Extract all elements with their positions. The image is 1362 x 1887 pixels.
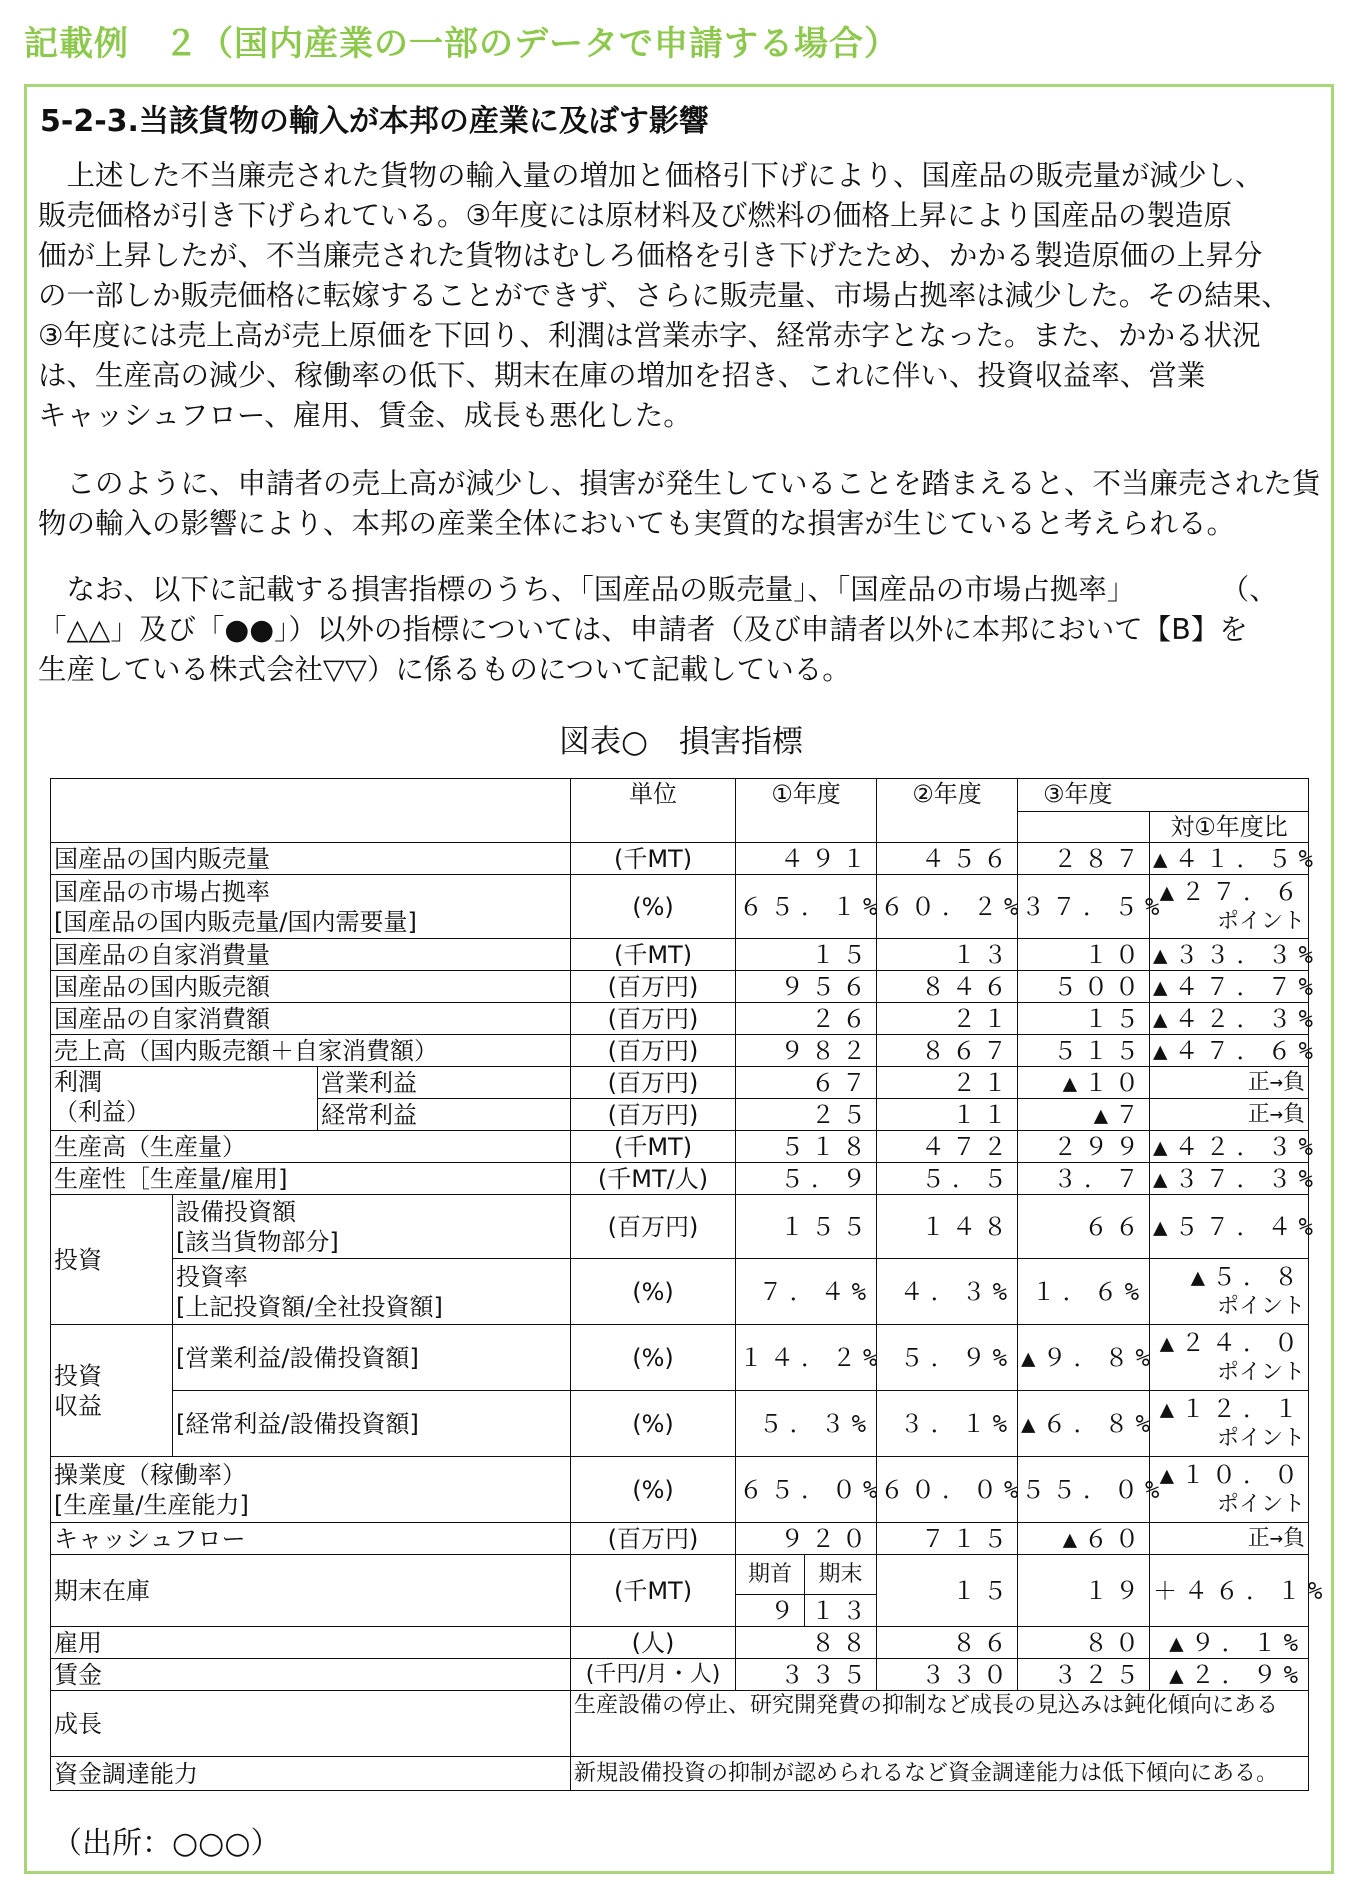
sub-label-line: [該当貨物部分] bbox=[176, 1227, 339, 1256]
value-cell: ３３５ bbox=[736, 1659, 877, 1691]
point-label: ポイント bbox=[1217, 1491, 1306, 1517]
table-row bbox=[51, 1391, 1309, 1457]
row-label-line: 国産品の市場占拠率 bbox=[54, 877, 270, 906]
table-row bbox=[51, 1757, 1309, 1791]
value-cell: ４．３% bbox=[877, 1259, 1018, 1325]
table-row bbox=[51, 1691, 1309, 1757]
value-cell: ９２０ bbox=[736, 1523, 877, 1555]
ratio-cell: ▲３３．３% bbox=[1150, 939, 1309, 971]
value-cell: ８４６ bbox=[877, 971, 1018, 1003]
row-label: 成長 bbox=[51, 1691, 571, 1757]
table-row bbox=[51, 1131, 1309, 1163]
row-label: 雇用 bbox=[51, 1627, 571, 1659]
value-cell: ５．３% bbox=[736, 1391, 877, 1457]
ratio-value: ▲２４．０ bbox=[1159, 1328, 1306, 1357]
value-cell: ７１５ bbox=[877, 1523, 1018, 1555]
ratio-cell: ▲４２．３% bbox=[1150, 1003, 1309, 1035]
sub-header: 期首 bbox=[736, 1555, 805, 1595]
unit-cell: (百万円) bbox=[571, 971, 736, 1003]
value-cell: ２６ bbox=[736, 1003, 877, 1035]
value-cell: ２１ bbox=[877, 1003, 1018, 1035]
sub-label: 経常利益 bbox=[318, 1099, 571, 1131]
example-header: 記載例 ２（国内産業の一部のデータで申請する場合） bbox=[24, 24, 899, 64]
value-cell: ３７．５% bbox=[1018, 875, 1150, 939]
table-row bbox=[51, 1325, 1309, 1391]
table-row bbox=[51, 1523, 1309, 1555]
value-cell: ９８２ bbox=[736, 1035, 877, 1067]
paragraph-line: ③年度には売上高が売上原価を下回り、利潤は営業赤字、経常赤字となった。また、かかる状況 bbox=[38, 319, 1261, 352]
unit-cell: (百万円) bbox=[571, 1523, 736, 1555]
table-row bbox=[51, 1035, 1309, 1067]
section-title: 5-2-3.当該貨物の輸入が本邦の産業に及ぼす影響 bbox=[40, 104, 709, 139]
paragraph-line: キャッシュフロー、雇用、賃金、成長も悪化した。 bbox=[38, 399, 692, 432]
header-blank bbox=[1018, 812, 1150, 843]
unit-cell: (百万円) bbox=[571, 1035, 736, 1067]
value-cell: ▲７ bbox=[1018, 1099, 1150, 1131]
row-label-line: 利潤 bbox=[54, 1068, 102, 1096]
paragraph-line: 物の輸入の影響により、本邦の産業全体においても実質的な損害が生じていると考えられる。 bbox=[38, 507, 1236, 540]
value-cell: ５１８ bbox=[736, 1131, 877, 1163]
paragraph-3 bbox=[38, 570, 1330, 690]
unit-cell: (人) bbox=[571, 1627, 736, 1659]
sub-label-line: 投資率 bbox=[176, 1262, 248, 1291]
table-row bbox=[51, 875, 1309, 939]
unit-cell: (千円/月・人) bbox=[571, 1659, 736, 1691]
row-label bbox=[51, 1325, 173, 1457]
row-label-line: （利益） bbox=[54, 1098, 150, 1126]
value-cell: １．６% bbox=[1018, 1259, 1150, 1325]
row-label: 国産品の国内販売額 bbox=[51, 971, 571, 1003]
header-ratio: 対①年度比 bbox=[1150, 812, 1309, 843]
point-label: ポイント bbox=[1217, 1359, 1306, 1385]
unit-cell: (千MT) bbox=[571, 1555, 736, 1627]
paragraph-line: の一部しか販売価格に転嫁することができず、さらに販売量、市場占拠率は減少した。その結果、 bbox=[38, 279, 1290, 312]
table-row bbox=[51, 1659, 1309, 1691]
value-cell: ▲１０ bbox=[1018, 1067, 1150, 1099]
paragraph-line: 生産している株式会社▽▽）に係るものについて記載している。 bbox=[38, 653, 851, 686]
paragraph-line: 価が上昇したが、不当廉売された貨物はむしろ価格を引き下げたため、かかる製造原価の上昇分 bbox=[38, 239, 1263, 272]
row-label-line: 投資 bbox=[54, 1361, 102, 1390]
ratio-cell: ▲４２．３% bbox=[1150, 1131, 1309, 1163]
value-cell: １０ bbox=[1018, 939, 1150, 971]
ratio-value: ▲１２．１ bbox=[1159, 1394, 1306, 1423]
ratio-cell: ▲２．９% bbox=[1150, 1659, 1309, 1691]
value-cell: ▲６．８% bbox=[1018, 1391, 1150, 1457]
paragraph-line: このように、申請者の売上高が減少し、損害が発生していることを踏まえると、不当廉売された貨 bbox=[38, 467, 1321, 500]
ratio-cell: ▲４１．５% bbox=[1150, 843, 1309, 875]
ratio-cell bbox=[1150, 1457, 1309, 1523]
ratio-cell bbox=[1150, 875, 1309, 939]
header-unit: 単位 bbox=[571, 779, 736, 843]
value-cell: ７．４% bbox=[736, 1259, 877, 1325]
value-cell: ３．７ bbox=[1018, 1163, 1150, 1195]
table-row bbox=[51, 971, 1309, 1003]
value-cell: ３２５ bbox=[1018, 1659, 1150, 1691]
value-cell: ６５．１% bbox=[736, 875, 877, 939]
unit-cell: (千MT/人) bbox=[571, 1163, 736, 1195]
unit-cell: (%) bbox=[571, 1325, 736, 1391]
ratio-cell: ＋４６．１% bbox=[1150, 1555, 1309, 1627]
unit-cell: (千MT) bbox=[571, 843, 736, 875]
value-cell: ５５．０% bbox=[1018, 1457, 1150, 1523]
row-label: 生産高（生産量） bbox=[51, 1131, 571, 1163]
row-label bbox=[51, 875, 571, 939]
row-label: 国産品の自家消費量 bbox=[51, 939, 571, 971]
sub-header: 期末 bbox=[805, 1555, 877, 1595]
value-cell: ５００ bbox=[1018, 971, 1150, 1003]
value-cell: ５．５ bbox=[877, 1163, 1018, 1195]
value-cell: ２５ bbox=[736, 1099, 877, 1131]
value-cell: １３ bbox=[805, 1595, 877, 1627]
ratio-cell bbox=[1150, 1391, 1309, 1457]
value-cell: ９５６ bbox=[736, 971, 877, 1003]
paragraph-line: なお、以下に記載する損害指標のうち、「国産品の販売量」、「国産品の市場占拠率」 （、 bbox=[38, 573, 1278, 606]
ratio-cell: ▲３７．３% bbox=[1150, 1163, 1309, 1195]
value-cell: ４９１ bbox=[736, 843, 877, 875]
value-cell: ６７ bbox=[736, 1067, 877, 1099]
row-label: 国産品の自家消費額 bbox=[51, 1003, 571, 1035]
paragraph-2 bbox=[38, 464, 1330, 544]
unit-cell: (百万円) bbox=[571, 1099, 736, 1131]
value-cell: ５．９ bbox=[736, 1163, 877, 1195]
value-cell: ２８７ bbox=[1018, 843, 1150, 875]
value-cell: ３３０ bbox=[877, 1659, 1018, 1691]
header-year-2: ②年度 bbox=[877, 779, 1018, 843]
header-blank bbox=[1150, 779, 1309, 812]
unit-cell: (%) bbox=[571, 1391, 736, 1457]
ratio-cell: ▲４７．６% bbox=[1150, 1035, 1309, 1067]
value-cell: ６６ bbox=[1018, 1195, 1150, 1259]
sub-label: 営業利益 bbox=[318, 1067, 571, 1099]
ratio-value: ▲１０．０ bbox=[1159, 1460, 1306, 1489]
value-cell: ５１５ bbox=[1018, 1035, 1150, 1067]
unit-cell: (百万円) bbox=[571, 1067, 736, 1099]
ratio-cell bbox=[1150, 1325, 1309, 1391]
paragraph-1 bbox=[38, 156, 1330, 436]
table-row bbox=[51, 1627, 1309, 1659]
ratio-cell bbox=[1150, 1259, 1309, 1325]
table-row bbox=[51, 1555, 1309, 1595]
point-label: ポイント bbox=[1217, 1293, 1306, 1319]
header-year-3: ③年度 bbox=[1018, 779, 1150, 812]
point-label: ポイント bbox=[1217, 908, 1306, 934]
value-cell: ６０．０% bbox=[877, 1457, 1018, 1523]
paragraph-line: 上述した不当廉売された貨物の輸入量の増加と価格引下げにより、国産品の販売量が減少し、 bbox=[38, 159, 1264, 192]
table-row bbox=[51, 1259, 1309, 1325]
row-label-line: [生産量/生産能力] bbox=[54, 1490, 249, 1519]
value-cell: ８０ bbox=[1018, 1627, 1150, 1659]
value-cell: ３．１% bbox=[877, 1391, 1018, 1457]
value-cell: ８８ bbox=[736, 1627, 877, 1659]
value-cell: ▲６０ bbox=[1018, 1523, 1150, 1555]
sub-label-line: 設備投資額 bbox=[176, 1197, 296, 1226]
ratio-cell: ▲５７．４% bbox=[1150, 1195, 1309, 1259]
value-cell: １４８ bbox=[877, 1195, 1018, 1259]
point-label: ポイント bbox=[1217, 1425, 1306, 1451]
value-cell: １５ bbox=[736, 939, 877, 971]
ratio-cell: ▲４７．７% bbox=[1150, 971, 1309, 1003]
row-label bbox=[51, 1067, 318, 1131]
table-row bbox=[51, 1457, 1309, 1523]
damage-indicator-table bbox=[50, 778, 1330, 1791]
ratio-cell: 正→負 bbox=[1150, 1067, 1309, 1099]
value-cell: ６０．２% bbox=[877, 875, 1018, 939]
value-cell: ５．９% bbox=[877, 1325, 1018, 1391]
sub-label: [営業利益/設備投資額] bbox=[173, 1325, 571, 1391]
value-cell: １４．２% bbox=[736, 1325, 877, 1391]
row-label: 資金調達能力 bbox=[51, 1757, 571, 1791]
paragraph-line: は、生産高の減少、稼働率の低下、期末在庫の増加を招き、これに伴い、投資収益率、営業 bbox=[38, 359, 1206, 392]
table-row bbox=[51, 1003, 1309, 1035]
value-cell: １９ bbox=[1018, 1555, 1150, 1627]
paragraph-line: 販売価格が引き下げられている。③年度には原材料及び燃料の価格上昇により国産品の製造原 bbox=[38, 199, 1233, 232]
unit-cell: (百万円) bbox=[571, 1003, 736, 1035]
sub-label: [経常利益/設備投資額] bbox=[173, 1391, 571, 1457]
figure-title: 図表○ 損害指標 bbox=[558, 724, 804, 760]
value-cell: １１ bbox=[877, 1099, 1018, 1131]
unit-cell: (百万円) bbox=[571, 1195, 736, 1259]
unit-cell: (%) bbox=[571, 875, 736, 939]
row-label-line: 操業度（稼働率） bbox=[54, 1460, 246, 1489]
value-cell: ▲９．８% bbox=[1018, 1325, 1150, 1391]
ratio-value: ▲５．８ bbox=[1190, 1262, 1306, 1291]
row-label: 賃金 bbox=[51, 1659, 571, 1691]
value-cell: １５ bbox=[877, 1555, 1018, 1627]
unit-cell: (%) bbox=[571, 1457, 736, 1523]
sub-label-line: [上記投資額/全社投資額] bbox=[176, 1292, 443, 1321]
row-label-line: [国産品の国内販売量/国内需要量] bbox=[54, 907, 417, 936]
table-row bbox=[51, 843, 1309, 875]
value-cell: １３ bbox=[877, 939, 1018, 971]
row-label bbox=[51, 1457, 571, 1523]
table-row bbox=[51, 1163, 1309, 1195]
row-label: キャッシュフロー bbox=[51, 1523, 571, 1555]
value-cell: ８６ bbox=[877, 1627, 1018, 1659]
row-label: 生産性［生産量/雇用] bbox=[51, 1163, 571, 1195]
text-cell: 新規設備投資の抑制が認められるなど資金調達能力は低下傾向にある。 bbox=[571, 1757, 1309, 1791]
value-cell: １５５ bbox=[736, 1195, 877, 1259]
table-row bbox=[51, 1067, 1309, 1099]
value-cell: ２９９ bbox=[1018, 1131, 1150, 1163]
ratio-cell: 正→負 bbox=[1150, 1523, 1309, 1555]
value-cell: １５ bbox=[1018, 1003, 1150, 1035]
value-cell: ２１ bbox=[877, 1067, 1018, 1099]
header-blank-cell bbox=[51, 779, 571, 843]
row-label: 国産品の国内販売量 bbox=[51, 843, 571, 875]
ratio-cell: 正→負 bbox=[1150, 1099, 1309, 1131]
unit-cell: (%) bbox=[571, 1259, 736, 1325]
unit-cell: (千MT) bbox=[571, 1131, 736, 1163]
source-note: （出所：○○○） bbox=[52, 1826, 281, 1861]
table-row bbox=[51, 939, 1309, 971]
value-cell: ９ bbox=[736, 1595, 805, 1627]
paragraph-line: 「△△」及び「●●」）以外の指標については、申請者（及び申請者以外に本邦において【B】を bbox=[38, 613, 1248, 646]
value-cell: ４５６ bbox=[877, 843, 1018, 875]
ratio-cell: ▲９．１% bbox=[1150, 1627, 1309, 1659]
value-cell: ４７２ bbox=[877, 1131, 1018, 1163]
sub-label bbox=[173, 1259, 571, 1325]
unit-cell: (千MT) bbox=[571, 939, 736, 971]
text-cell: 生産設備の停止、研究開発費の抑制など成長の見込みは鈍化傾向にある bbox=[571, 1691, 1309, 1757]
header-year-1: ①年度 bbox=[736, 779, 877, 843]
table-row bbox=[51, 1195, 1309, 1259]
row-label: 投資 bbox=[51, 1195, 173, 1325]
row-label: 期末在庫 bbox=[51, 1555, 571, 1627]
row-label-line: 収益 bbox=[54, 1391, 102, 1420]
ratio-value: ▲２７．６ bbox=[1159, 877, 1306, 906]
value-cell: ８６７ bbox=[877, 1035, 1018, 1067]
row-label: 売上高（国内販売額＋自家消費額） bbox=[51, 1035, 571, 1067]
sub-label bbox=[173, 1195, 571, 1259]
value-cell: ６５．０% bbox=[736, 1457, 877, 1523]
